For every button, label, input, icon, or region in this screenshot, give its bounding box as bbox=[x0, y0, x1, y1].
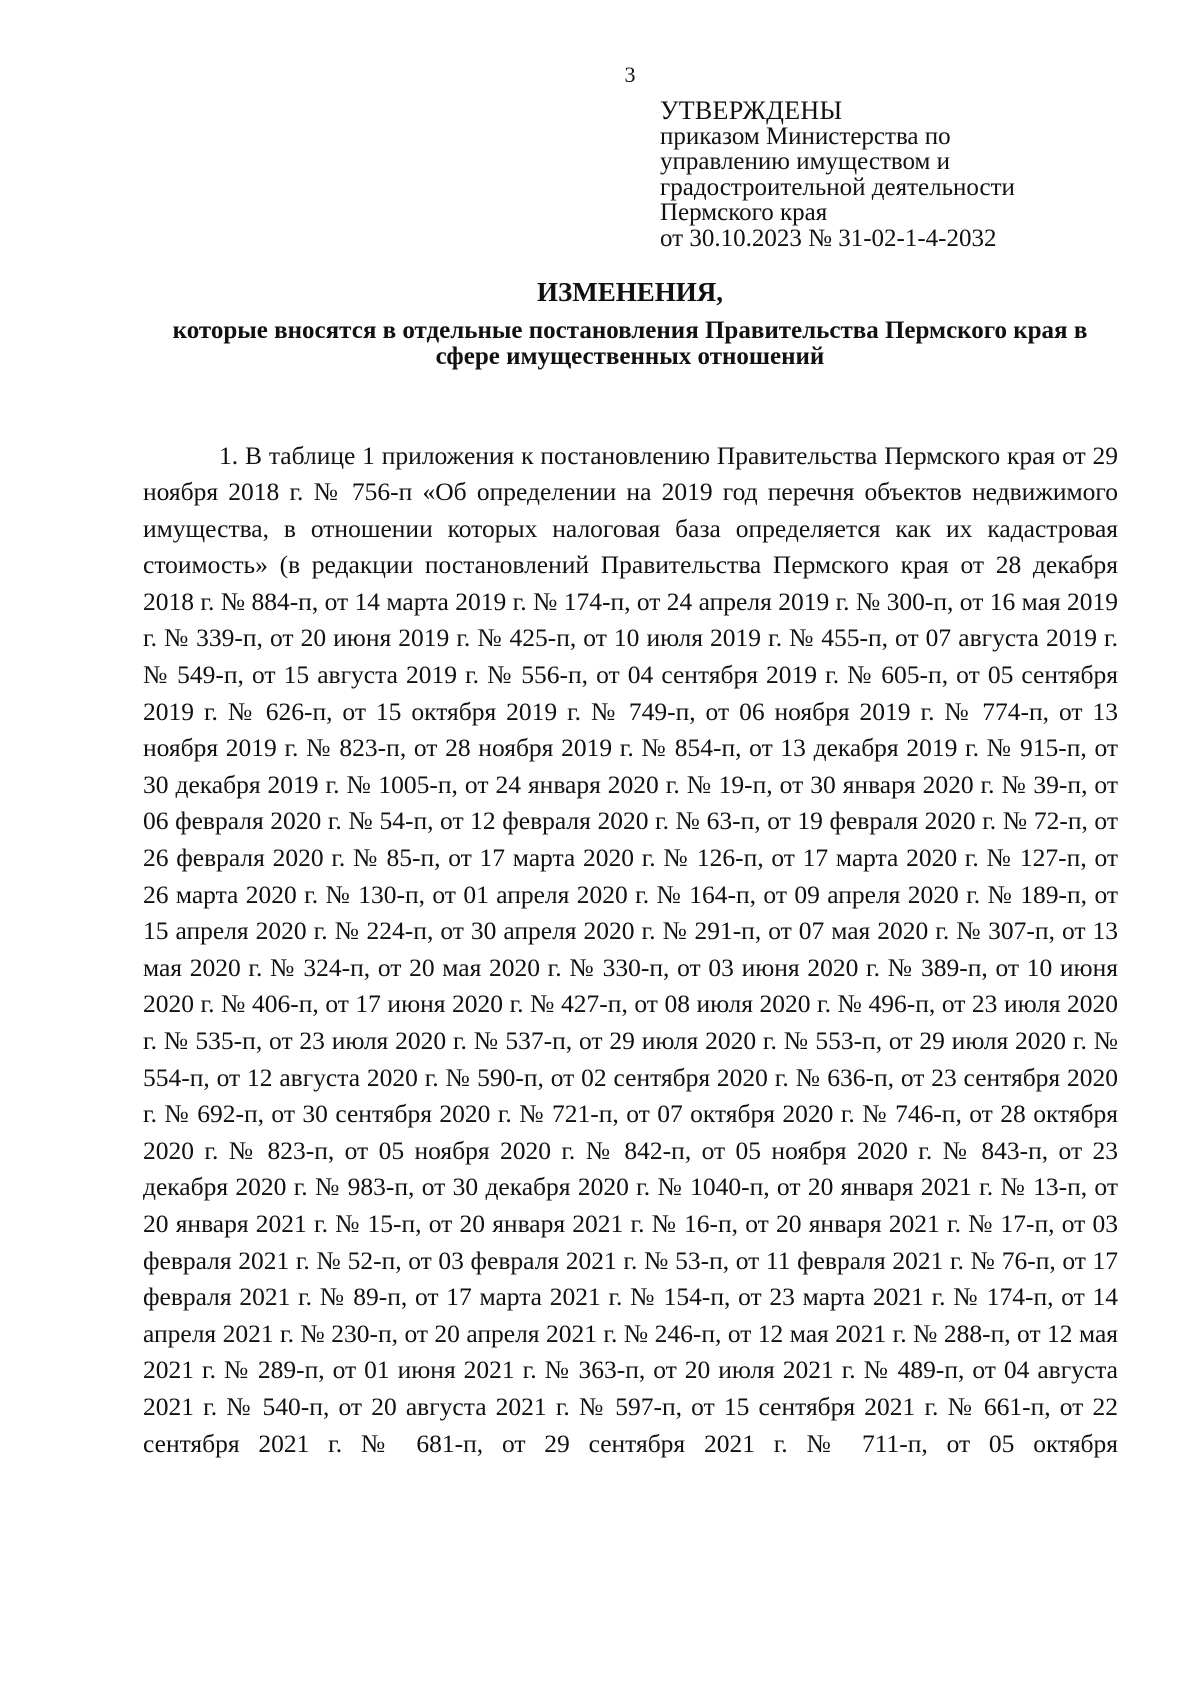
approval-block bbox=[660, 98, 1120, 251]
document-title: ИЗМЕНЕНИЯ, bbox=[536, 277, 723, 307]
approval-text: приказом Министерства по управлению имуществом и градостроительной деятельности Пермского края от 30.10.2023 № 31-02-1-4-2032 bbox=[660, 122, 1015, 252]
page-number: 3 bbox=[624, 62, 636, 87]
document-subtitle: которые вносятся в отдельные постановления Правительства Пермского края в сфере имущественных отношений bbox=[172, 317, 1088, 370]
approval-title: УТВЕРЖДЕНЫ bbox=[660, 96, 843, 125]
paragraph-1: 1. В таблице 1 приложения к постановлению Правительства Пермского края от 29 ноября 2018 г. № 756-п «Об определении на 2019 год перечня объектов недвижимого имущества, в отношении которых налоговая база определяется как их кадастровая стоимость» (в редакции постановлений Правительства Пермского края от 28 декабря 2018 г. № 884-п, от 14 марта 2019 г. № 174-п, от 24 апреля 2019 г. № 300-п, от 16 мая 2019 г. № 339-п, от 20 июня 2019 г. № 425-п, от 10 июля 2019 г. № 455-п, от 07 августа 2019 г. № 549-п, от 15 августа 2019 г. № 556-п, от 04 сентября 2019 г. № 605-п, от 05 сентября 2019 г. № 626-п, от 15 октября 2019 г. № 749-п, от 06 ноября 2019 г. № 774-п, от 13 ноября 2019 г. № 823-п, от 28 ноября 2019 г. № 854-п, от 13 декабря 2019 г. № 915-п, от 30 декабря 2019 г. № 1005-п, от 24 января 2020 г. № 19-п, от 30 января 2020 г. № 39-п, от 06 февраля 2020 г. № 54-п, от 12 февраля 2020 г. № 63-п, от 19 февраля 2020 г. № 72-п, от 26 февраля 2020 г. № 85-п, от 17 марта 2020 г. № 126-п, от 17 марта 2020 г. № 127-п, от 26 марта 2020 г. № 130-п, от 01 апреля 2020 г. № 164-п, от 09 апреля 2020 г. № 189-п, от 15 апреля 2020 г. № 224-п, от 30 апреля 2020 г. № 291-п, от 07 мая 2020 г. № 307-п, от 13 мая 2020 г. № 324-п, от 20 мая 2020 г. № 330-п, от 03 июня 2020 г. № 389-п, от 10 июня 2020 г. № 406-п, от 17 июня 2020 г. № 427-п, от 08 июля 2020 г. № 496-п, от 23 июля 2020 г. № 535-п, от 23 июля 2020 г. № 537-п, от 29 июля 2020 г. № 553-п, от 29 июля 2020 г. № 554-п, от 12 августа 2020 г. № 590-п, от 02 сентября 2020 г. № 636-п, от 23 сентября 2020 г. № 692-п, от 30 сентября 2020 г. № 721-п, от 07 октября 2020 г. № 746-п, от 28 октября 2020 г. № 823-п, от 05 ноября 2020 г. № 842-п, от 05 ноября 2020 г. № 843-п, от 23 декабря 2020 г. № 983-п, от 30 декабря 2020 г. № 1040-п, от 20 января 2021 г. № 13-п, от 20 января 2021 г. № 15-п, от 20 января 2021 г. № 16-п, от 20 января 2021 г. № 17-п, от 03 февраля 2021 г. № 52-п, от 03 февраля 2021 г. № 53-п, от 11 февраля 2021 г. № 76-п, от 17 февраля 2021 г. № 89-п, от 17 марта 2021 г. № 154-п, от 23 марта 2021 г. № 174-п, от 14 апреля 2021 г. № 230-п, от 20 апреля 2021 г. № 246-п, от 12 мая 2021 г. № 288-п, от 12 мая 2021 г. № 289-п, от 01 июня 2021 г. № 363-п, от 20 июля 2021 г. № 489-п, от 04 августа 2021 г. № 540-п, от 20 августа 2021 г. № 597-п, от 15 сентября 2021 г. № 661-п, от 22 сентября 2021 г. № 681-п, от 29 сентября 2021 г. № 711-п, от 05 октября bbox=[143, 440, 1118, 1458]
